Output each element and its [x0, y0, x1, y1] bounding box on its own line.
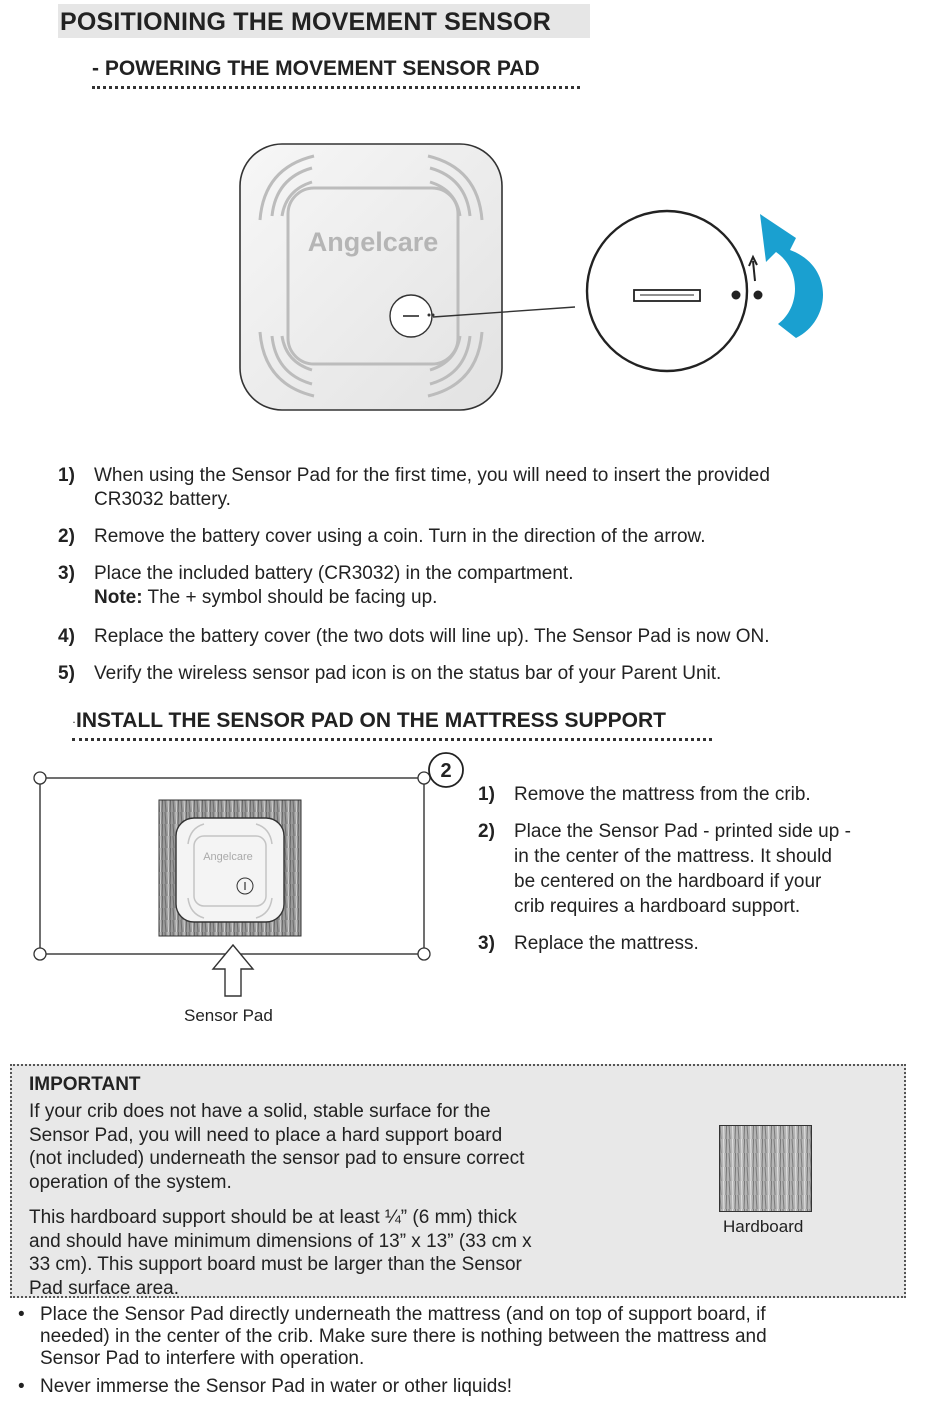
- step-item: 4) Replace the battery cover (the two dots will line up). The Sensor Pad is now ON.: [58, 626, 770, 647]
- alignment-dot: [732, 291, 741, 300]
- list-item: • Place the Sensor Pad directly underneath the mattress (and on top of support board, if needed) in the center of the crib. Make sure there is nothing between the mattress and Sensor Pad to interfere with operation.: [18, 1304, 767, 1369]
- note-text: The + symbol should be facing up.: [142, 587, 438, 608]
- step-item: 5) Verify the wireless sensor pad icon is on the status bar of your Parent Unit.: [58, 663, 722, 684]
- alignment-dot: [754, 291, 763, 300]
- important-paragraph: If your crib does not have a solid, stable surface for the Sensor Pad, you will need to place a hard support board (not included) underneath the sensor pad to ensure correct operation of the system.: [29, 1101, 525, 1193]
- heading-underline: [92, 86, 580, 89]
- sensor-pad-outline: [240, 144, 502, 410]
- battery-cover-enlarged: [587, 211, 747, 371]
- hardboard-label: Hardboard: [723, 1217, 804, 1236]
- step-item: 3) Place the included battery (CR3032) in the compartment. Note: The + symbol should be facing up.: [58, 563, 574, 608]
- sensor-pad-caption: Sensor Pad: [184, 1006, 273, 1025]
- step-item: 2) Place the Sensor Pad - printed side up - in the center of the mattress. It should be centered on the hardboard if your crib requires a hardboard support.: [478, 821, 851, 917]
- note-label: Note:: [94, 587, 143, 608]
- sensor-pad-battery-illustration: [230, 138, 850, 418]
- important-paragraph: This hardboard support should be at least ¼” (6 mm) thick and should have minimum dimensions of 13” x 13” (33 cm x 33 cm). This support board must be larger than the Sensor Pad surface area.: [29, 1207, 532, 1299]
- hardboard-swatch: [719, 1125, 813, 1213]
- important-title: IMPORTANT: [29, 1074, 141, 1095]
- list-item: • Never immerse the Sensor Pad in water or other liquids!: [18, 1376, 513, 1397]
- heading-underline: [72, 738, 712, 741]
- step-item: 2) Remove the battery cover using a coin. Turn in the direction of the arrow.: [58, 526, 706, 547]
- step-item: 1) When using the Sensor Pad for the first time, you will need to insert the provided CR3032 battery.: [58, 465, 770, 510]
- step-item: 1) Remove the mattress from the crib.: [478, 784, 811, 805]
- step-badge-number: 2: [440, 760, 452, 782]
- section-heading-powering: - POWERING THE MOVEMENT SENSOR PAD: [92, 57, 540, 80]
- section-heading-install: ·INSTALL THE SENSOR PAD ON THE MATTRESS SUPPORT: [72, 709, 666, 732]
- rotate-arrow-icon: [760, 214, 823, 338]
- brand-logo: Angelcare: [203, 851, 253, 863]
- brand-logo: Angelcare: [307, 227, 439, 257]
- mattress-sensor-pad-illustration: [28, 752, 468, 1032]
- page-title: POSITIONING THE MOVEMENT SENSOR: [58, 4, 590, 38]
- step-item: 3) Replace the mattress.: [478, 933, 699, 954]
